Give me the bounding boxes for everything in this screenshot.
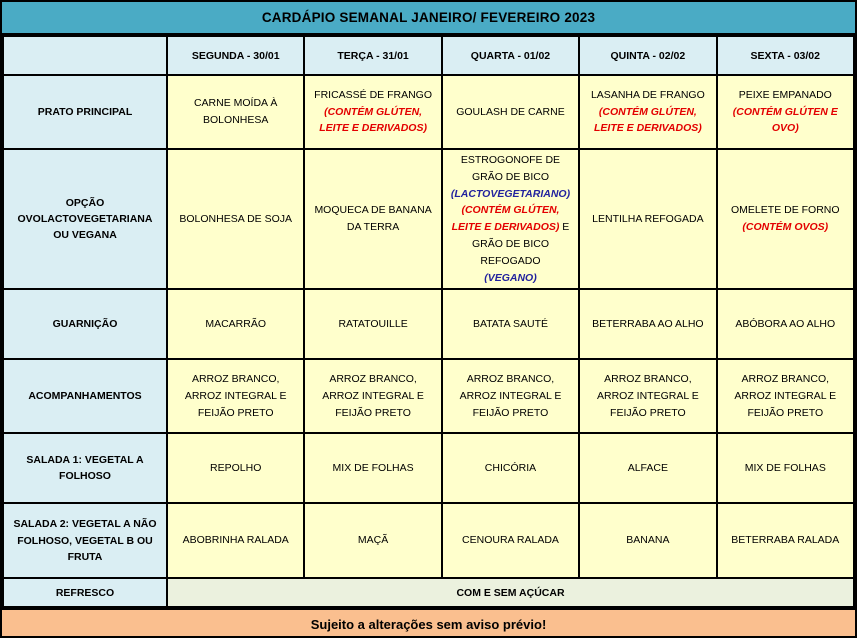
- menu-cell: [304, 503, 441, 578]
- menu-cell: [442, 359, 579, 433]
- dish-name: RATATOUILLE: [338, 317, 408, 330]
- menu-cell: [579, 149, 716, 289]
- menu-cell: [579, 503, 716, 578]
- allergen-note: (CONTÉM GLÚTEN E OVO): [732, 105, 838, 135]
- dish-name: ARROZ BRANCO, ARROZ INTEGRAL E FEIJÃO PRETO: [734, 373, 837, 419]
- dish-name: MAÇÃ: [357, 534, 389, 547]
- menu-cell: [717, 289, 854, 359]
- menu-cell: [167, 433, 304, 503]
- allergen-note: (CONTÉM GLÚTEN, LEITE E DERIVADOS): [594, 105, 702, 135]
- column-header: QUARTA - 01/02: [442, 36, 579, 75]
- dish-name: ARROZ BRANCO, ARROZ INTEGRAL E FEIJÃO PRETO: [459, 373, 562, 419]
- menu-cell: [167, 359, 304, 433]
- dish-name: ARROZ BRANCO, ARROZ INTEGRAL E FEIJÃO PRETO: [184, 373, 287, 419]
- dish-name: OMELETE DE FORNO: [731, 204, 840, 217]
- dish-name: CENOURA RALADA: [462, 534, 559, 547]
- dish-name: BOLONHESA DE SOJA: [179, 212, 292, 225]
- menu-cell: [167, 75, 304, 149]
- menu-cell: [579, 75, 716, 149]
- menu-cell: [579, 433, 716, 503]
- menu-cell: [717, 75, 854, 149]
- row-header: OPÇÃO OVOLACTOVEGETARIANA OU VEGANA: [3, 149, 167, 289]
- menu-table: [2, 35, 855, 608]
- column-header: QUINTA - 02/02: [579, 36, 716, 75]
- dish-name: ABOBRINHA RALADA: [182, 534, 289, 547]
- disclaimer-footer: Sujeito a alterações sem aviso prévio!: [2, 608, 855, 638]
- page-title: CARDÁPIO SEMANAL JANEIRO/ FEVEREIRO 2023: [2, 2, 855, 35]
- table-row: [3, 289, 854, 359]
- menu-cell: [442, 289, 579, 359]
- diet-note: (LACTOVEGETARIANO): [450, 187, 571, 200]
- header-row: [3, 36, 854, 75]
- menu-cell: [304, 149, 441, 289]
- allergen-note: (CONTÉM GLÚTEN, LEITE E DERIVADOS): [451, 204, 560, 234]
- dish-name: BETERRABA RALADA: [731, 534, 840, 547]
- menu-cell: [717, 149, 854, 289]
- dish-name: CHICÓRIA: [484, 461, 537, 474]
- diet-note: (VEGANO): [484, 271, 537, 284]
- corner-cell: [3, 36, 167, 75]
- allergen-note: (CONTÉM OVOS): [742, 221, 829, 234]
- dish-name: MIX DE FOLHAS: [744, 461, 826, 474]
- dish-name: REPOLHO: [210, 461, 262, 474]
- refresco-band: [3, 578, 854, 607]
- row-header: ACOMPANHAMENTOS: [3, 359, 167, 433]
- dish-name: BANANA: [626, 534, 670, 547]
- dish-name: FRICASSÉ DE FRANGO: [314, 88, 433, 101]
- dish-name: LASANHA DE FRANGO: [590, 88, 705, 101]
- menu-cell: [442, 149, 579, 289]
- menu-cell: [442, 75, 579, 149]
- menu-cell: [167, 289, 304, 359]
- dish-name: BATATA SAUTÉ: [472, 317, 549, 330]
- menu-cell: [717, 503, 854, 578]
- column-header: SEGUNDA - 30/01: [167, 36, 304, 75]
- menu-body: [3, 75, 854, 578]
- row-header: SALADA 2: VEGETAL A NÃO FOLHOSO, VEGETAL B OU FRUTA: [3, 503, 167, 578]
- menu-cell: [717, 359, 854, 433]
- row-header: GUARNIÇÃO: [3, 289, 167, 359]
- dish-name: ESTROGONOFE DE GRÃO DE BICO: [460, 154, 561, 183]
- dish-name: LENTILHA REFOGADA: [592, 212, 704, 225]
- dish-name: ABÓBORA AO ALHO: [735, 317, 836, 330]
- menu-cell: [717, 433, 854, 503]
- row-header-refresco: REFRESCO: [3, 578, 167, 607]
- dish-name: E GRÃO DE BICO REFOGADO: [471, 221, 570, 267]
- column-header: SEXTA - 03/02: [717, 36, 854, 75]
- menu-cell: [442, 503, 579, 578]
- table-row: [3, 433, 854, 503]
- column-header: TERÇA - 31/01: [304, 36, 441, 75]
- dish-name: PEIXE EMPANADO: [738, 88, 832, 101]
- dish-name: CARNE MOÍDA À BOLONHESA: [193, 97, 278, 126]
- table-row: [3, 359, 854, 433]
- dish-name: ARROZ BRANCO, ARROZ INTEGRAL E FEIJÃO PRETO: [597, 373, 699, 419]
- dish-name: MOQUECA DE BANANA DA TERRA: [314, 204, 432, 234]
- row-header: SALADA 1: VEGETAL A FOLHOSO: [3, 433, 167, 503]
- table-row: [3, 149, 854, 289]
- allergen-note: (CONTÉM GLÚTEN, LEITE E DERIVADOS): [319, 105, 427, 135]
- menu-cell: [304, 359, 441, 433]
- row-header: PRATO PRINCIPAL: [3, 75, 167, 149]
- table-row: [3, 578, 854, 607]
- menu-cell: [579, 289, 716, 359]
- menu-cell: [442, 433, 579, 503]
- menu-cell: [304, 433, 441, 503]
- dish-name: BETERRABA AO ALHO: [592, 317, 704, 330]
- dish-name: MIX DE FOLHAS: [332, 461, 414, 474]
- dish-name: GOULASH DE CARNE: [456, 105, 565, 118]
- menu-cell: [167, 503, 304, 578]
- dish-name: MACARRÃO: [205, 317, 267, 330]
- dish-name: ALFACE: [627, 461, 668, 474]
- menu-cell: [304, 289, 441, 359]
- table-row: [3, 503, 854, 578]
- menu-cell: [167, 149, 304, 289]
- dish-name: ARROZ BRANCO, ARROZ INTEGRAL E FEIJÃO PRETO: [322, 373, 424, 419]
- table-row: [3, 75, 854, 149]
- refresco-value-cell: COM E SEM AÇÚCAR: [167, 578, 854, 607]
- menu-cell: [304, 75, 441, 149]
- menu-cell: [579, 359, 716, 433]
